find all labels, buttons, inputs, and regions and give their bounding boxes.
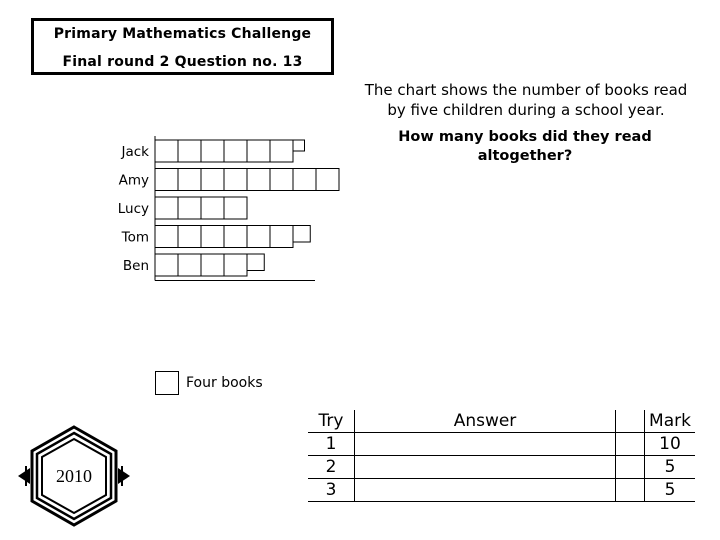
competition-title: Primary Mathematics Challenge: [53, 26, 312, 42]
book-symbol: [178, 226, 201, 248]
book-symbol: [178, 197, 201, 219]
chart-category-label: Tom: [121, 229, 149, 246]
answer-cell[interactable]: [355, 479, 616, 502]
book-symbol: [201, 140, 224, 162]
chart-category-label: Lucy: [117, 201, 149, 217]
book-symbol: [270, 169, 293, 191]
book-symbol: [270, 226, 293, 248]
book-symbol: [155, 140, 178, 162]
answer-cell[interactable]: [355, 433, 616, 456]
key-book-symbol: [155, 371, 179, 395]
mark-value: 5: [645, 479, 696, 502]
answer-table: [308, 410, 695, 502]
book-symbol: [155, 169, 178, 191]
chart-category-label: Ben: [122, 258, 149, 274]
try-number: 3: [308, 479, 355, 502]
book-symbol: [178, 169, 201, 191]
book-symbol: [201, 226, 224, 248]
answer-cell[interactable]: [355, 456, 616, 479]
table-row: [308, 433, 695, 456]
table-row: [308, 456, 695, 479]
mark-value: 10: [645, 433, 696, 456]
book-symbol: [224, 140, 247, 162]
book-symbol: [247, 140, 270, 162]
book-symbol: [270, 140, 293, 162]
question-number: Final round 2 Question no. 13: [62, 54, 303, 70]
partial-book-symbol: [293, 140, 305, 151]
description-line-1: The chart shows the number of books read: [364, 81, 688, 99]
try-number: 2: [308, 456, 355, 479]
mark-value: 5: [645, 456, 696, 479]
book-symbol: [155, 226, 178, 248]
book-symbol: [224, 169, 247, 191]
logo-year: 2010: [56, 466, 92, 486]
header-answer: Answer: [355, 410, 616, 433]
table-gap-cell: [616, 479, 645, 502]
book-symbol: [224, 226, 247, 248]
table-gap-cell: [616, 433, 645, 456]
book-symbol: [224, 254, 247, 276]
table-row: [308, 479, 695, 502]
book-symbol: [293, 169, 316, 191]
table-gap-cell: [616, 410, 645, 433]
header-try: Try: [308, 410, 355, 433]
table-gap-cell: [616, 456, 645, 479]
book-symbol: [247, 169, 270, 191]
question-line-1: How many books did they read: [398, 129, 652, 145]
book-symbol: [178, 140, 201, 162]
table-header-row: [308, 410, 695, 433]
book-symbol: [316, 169, 339, 191]
book-symbol: [178, 254, 201, 276]
header-mark: Mark: [645, 410, 696, 433]
book-symbol: [247, 226, 270, 248]
partial-book-symbol: [293, 226, 310, 243]
book-symbol: [224, 197, 247, 219]
chart-category-label: Amy: [118, 172, 149, 189]
book-symbol: [201, 169, 224, 191]
try-number: 1: [308, 433, 355, 456]
partial-book-symbol: [247, 254, 264, 271]
description-line-2: by five children during a school year.: [387, 101, 665, 119]
chart-category-label: Jack: [121, 144, 149, 160]
key-label: Four books: [186, 375, 263, 391]
book-symbol: [201, 197, 224, 219]
book-symbol: [201, 254, 224, 276]
pmc-logo: [18, 424, 130, 528]
question-line-2: altogether?: [477, 148, 573, 164]
book-symbol: [155, 197, 178, 219]
book-symbol: [155, 254, 178, 276]
